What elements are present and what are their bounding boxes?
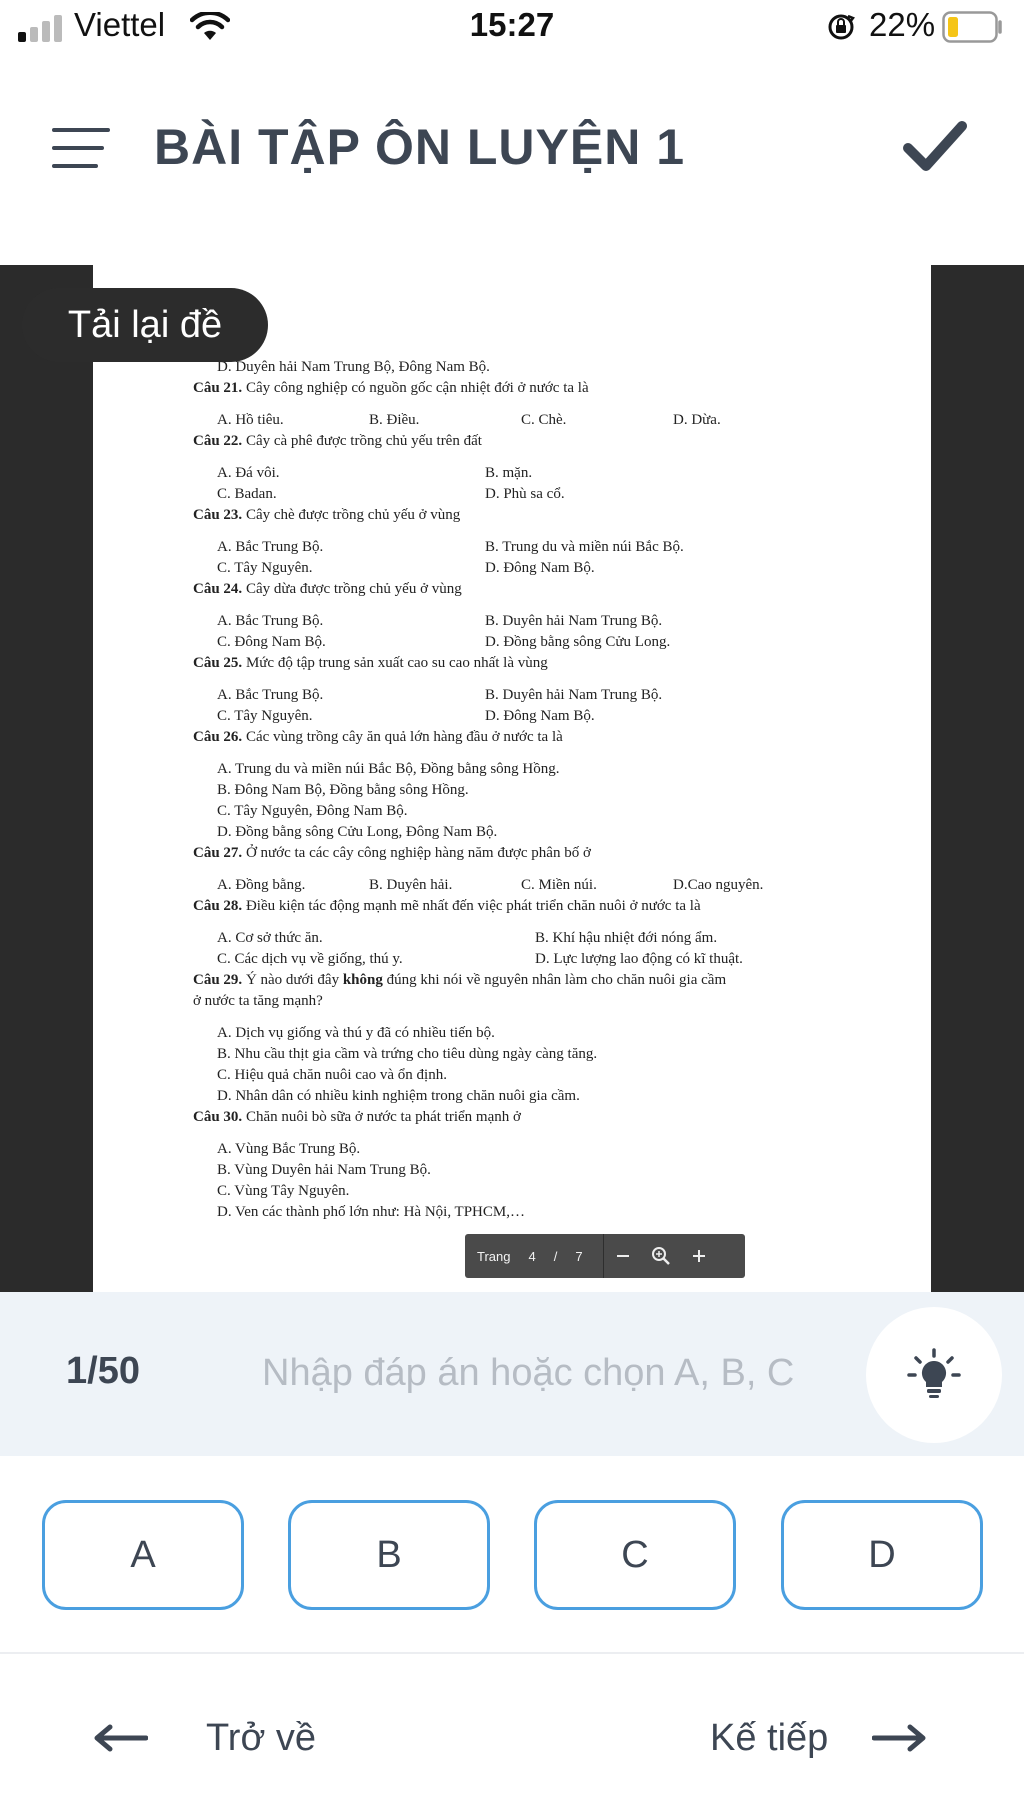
question-22-options: A. Đá vôi. B. mặn. C. Badan. D. Phù sa cổ. xyxy=(217,465,565,502)
question-24-options: A. Bắc Trung Bộ. B. Duyên hải Nam Trung Bộ. C. Đông Nam Bộ. D. Đồng bằng sông Cửu Long. xyxy=(217,613,671,650)
answer-input[interactable] xyxy=(262,1340,822,1406)
next-button[interactable] xyxy=(710,1708,928,1768)
question-counter: 1/50 xyxy=(66,1350,140,1392)
question-28: Câu 28. Điều kiện tác động mạnh mẽ nhất đến việc phát triển chăn nuôi ở nước ta là xyxy=(193,898,701,914)
question-23-options: A. Bắc Trung Bộ. B. Trung du và miền núi Bắc Bộ. C. Tây Nguyên. D. Đông Nam Bộ. xyxy=(217,539,684,576)
clock: 15:27 xyxy=(469,6,555,43)
question-27: Câu 27. Ở nước ta các cây công nghiệp hàng năm được phân bố ở xyxy=(193,845,591,861)
zoom-in-button[interactable] xyxy=(680,1234,718,1278)
question-29: Câu 29. Ý nào dưới đây không đúng khi nói về nguyên nhân làm cho chăn nuôi gia cầm xyxy=(193,972,727,988)
reload-exam-button[interactable]: Tải lại đề xyxy=(22,288,268,362)
choice-a-button[interactable]: A xyxy=(42,1500,244,1610)
app-header xyxy=(0,90,1024,200)
question-21-options: A. Hồ tiêu. B. Điều. C. Chè. D. Dừa. xyxy=(217,412,721,428)
question-25: Câu 25. Mức độ tập trung sản xuất cao su cao nhất là vùng xyxy=(193,655,548,671)
battery-percent: 22% xyxy=(869,6,936,43)
rotation-lock-icon xyxy=(826,12,856,42)
submit-check-icon[interactable] xyxy=(902,118,968,174)
plus-icon xyxy=(691,1248,707,1264)
hamburger-menu-icon[interactable] xyxy=(52,128,110,168)
current-page[interactable]: 4 xyxy=(528,1248,536,1264)
choice-b-button[interactable]: B xyxy=(288,1500,490,1610)
answer-bar xyxy=(0,1292,1024,1456)
arrow-left-icon xyxy=(92,1723,148,1753)
page-label: Trang xyxy=(477,1248,511,1264)
hint-button[interactable] xyxy=(866,1307,1002,1443)
question-22: Câu 22. Cây cà phê được trồng chủ yếu trên đất xyxy=(193,433,482,449)
doc-line: D. Duyên hải Nam Trung Bộ, Đông Nam Bộ. xyxy=(217,359,490,375)
question-29-cont: ở nước ta tăng mạnh? xyxy=(193,993,323,1009)
page-separator: / xyxy=(553,1248,558,1264)
total-pages: 7 xyxy=(575,1248,583,1264)
divider xyxy=(0,1652,1024,1654)
question-30-options: A. Vùng Bắc Trung Bộ. B. Vùng Duyên hải Nam Trung Bộ. C. Vùng Tây Nguyên. D. Ven các thành phố lớn như: Hà Nội, TPHCM,… xyxy=(217,1141,525,1220)
question-28-options: A. Cơ sở thức ăn. B. Khí hậu nhiệt đới nóng ẩm. C. Các dịch vụ về giống, thú y. D. Lực lượng lao động có kĩ thuật. xyxy=(217,930,743,967)
pdf-page-toolbar xyxy=(465,1234,745,1278)
question-23: Câu 23. Cây chè được trồng chủ yếu ở vùng xyxy=(193,507,461,523)
question-24: Câu 24. Cây dừa được trồng chủ yếu ở vùng xyxy=(193,581,462,597)
zoom-out-button[interactable] xyxy=(604,1234,642,1278)
next-label: Kế tiếp xyxy=(710,1716,829,1759)
document-content xyxy=(193,357,893,1223)
question-21: Câu 21. Cây công nghiệp có nguồn gốc cận nhiệt đới ở nước ta là xyxy=(193,380,589,396)
choice-d-button[interactable]: D xyxy=(781,1500,983,1610)
magnifier-icon xyxy=(651,1246,671,1266)
question-27-options: A. Đồng bằng. B. Duyên hải. C. Miền núi. D.Cao nguyên. xyxy=(217,877,764,893)
choice-c-button[interactable]: C xyxy=(534,1500,736,1610)
question-26: Câu 26. Các vùng trồng cây ăn quả lớn hàng đầu ở nước ta là xyxy=(193,729,563,745)
carrier-name: Viettel xyxy=(74,6,166,43)
question-26-options: A. Trung du và miền núi Bắc Bộ, Đồng bằng sông Hồng. B. Đông Nam Bộ, Đồng bằng sông Hồng. C. Tây Nguyên, Đông Nam Bộ. D. Đồng bằng sông Cửu Long, Đông Nam Bộ. xyxy=(217,761,560,840)
answer-choices xyxy=(0,1500,1024,1610)
document-page xyxy=(93,265,931,1292)
zoom-button[interactable] xyxy=(642,1234,680,1278)
battery-icon xyxy=(942,11,1004,43)
back-button[interactable] xyxy=(92,1708,316,1768)
back-label: Trở về xyxy=(206,1716,317,1759)
question-25-options: A. Bắc Trung Bộ. B. Duyên hải Nam Trung Bộ. C. Tây Nguyên. D. Đông Nam Bộ. xyxy=(217,687,663,724)
status-bar xyxy=(0,0,1024,58)
question-29-options: A. Dịch vụ giống và thú y đã có nhiều tiến bộ. B. Nhu cầu thịt gia cầm và trứng cho tiêu dùng ngày càng tăng. C. Hiệu quả chăn nuôi cao và ổn định. D. Nhân dân có nhiều kinh nghiệm trong chăn nuôi gia cầm. xyxy=(217,1025,598,1104)
lightbulb-icon xyxy=(906,1347,962,1403)
arrow-right-icon xyxy=(872,1723,928,1753)
question-30: Câu 30. Chăn nuôi bò sữa ở nước ta phát triển mạnh ở xyxy=(193,1109,521,1125)
minus-icon xyxy=(615,1248,631,1264)
pdf-viewer[interactable] xyxy=(0,265,1024,1292)
page-title: BÀI TẬP ÔN LUYỆN 1 xyxy=(154,119,686,175)
